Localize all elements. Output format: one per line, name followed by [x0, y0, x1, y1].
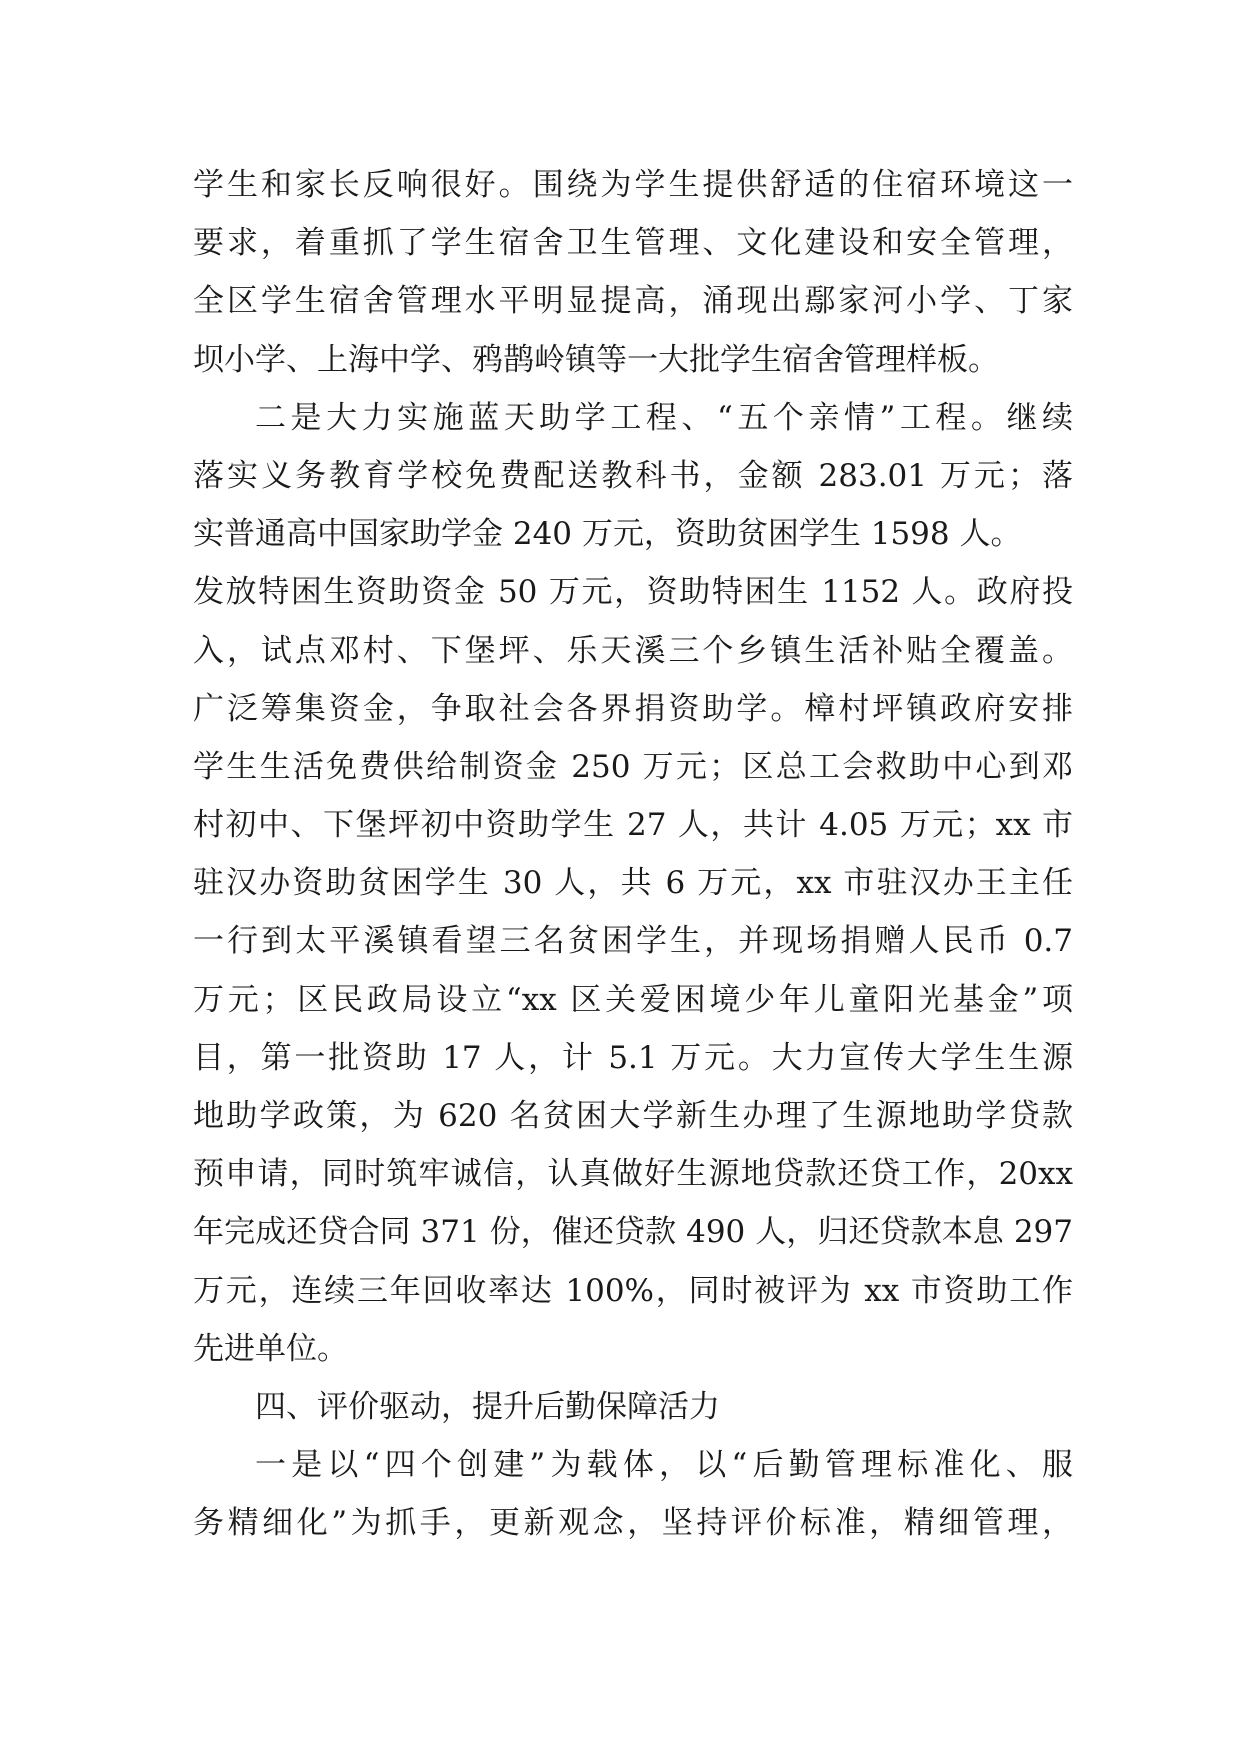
text-line: 广泛筹集资金，争取社会各界捐资助学。樟村坪镇政府安排	[193, 690, 1073, 727]
text-line: 全区学生宿舍管理水平明显提高，涌现出鄢家河小学、丁家	[193, 283, 1073, 320]
text-line: 目，第一批资助 17 人，计 5.1 万元。大力宣传大学生生源	[193, 1039, 1073, 1076]
text-line: 先进单位。	[193, 1330, 348, 1367]
text-line: 发放特困生资助资金 50 万元，资助特困生 1152 人。政府投	[193, 574, 1073, 611]
text-line: 万元；区民政局设立“xx 区关爱困境少年儿童阳光基金”项	[193, 981, 1073, 1018]
text-line: 驻汉办资助贫困学生 30 人，共 6 万元，xx 市驻汉办王主任	[193, 865, 1073, 902]
text-line: 万元，连续三年回收率达 100%，同时被评为 xx 市资助工作	[193, 1272, 1073, 1309]
text-line: 实普通高中国家助学金 240 万元，资助贫困学生 1598 人。	[193, 516, 1022, 553]
text-line: 落实义务教育学校免费配送教科书，金额 283.01 万元；落	[193, 457, 1073, 494]
document-body	[193, 156, 1073, 1553]
text-line: 年完成还贷合同 371 份，催还贷款 490 人，归还贷款本息 297	[193, 1214, 1073, 1251]
text-line: 坝小学、上海中学、鸦鹊岭镇等一大批学生宿舍管理样板。	[193, 341, 999, 378]
text-line: 地助学政策，为 620 名贫困大学新生办理了生源地助学贷款	[193, 1098, 1073, 1134]
text-line: 学生生活免费供给制资金 250 万元；区总工会救助中心到邓	[193, 748, 1073, 785]
text-line: 务精细化”为抓手，更新观念，坚持评价标准，精细管理，	[193, 1505, 1073, 1542]
text-line: 要求，着重抓了学生宿舍卫生管理、文化建设和安全管理，	[193, 225, 1073, 262]
paragraph-start-line: 一是以“四个创建”为载体，以“后勤管理标准化、服	[255, 1447, 1073, 1484]
text-line: 预申请，同时筑牢诚信，认真做好生源地贷款还贷工作，20xx	[193, 1156, 1073, 1193]
text-line: 学生和家长反响很好。围绕为学生提供舒适的住宿环境这一	[193, 167, 1073, 203]
text-line: 一行到太平溪镇看望三名贫困学生，并现场捐赠人民币 0.7	[193, 923, 1073, 960]
paragraph-start-line: 二是大力实施蓝天助学工程、“五个亲情”工程。继续	[255, 399, 1073, 436]
text-line: 村初中、下堡坪初中资助学生 27 人，共计 4.05 万元；xx 市	[193, 807, 1073, 844]
section-heading: 四、评价驱动，提升后勤保障活力	[255, 1388, 720, 1425]
text-line: 入，试点邓村、下堡坪、乐天溪三个乡镇生活补贴全覆盖。	[193, 632, 1073, 669]
